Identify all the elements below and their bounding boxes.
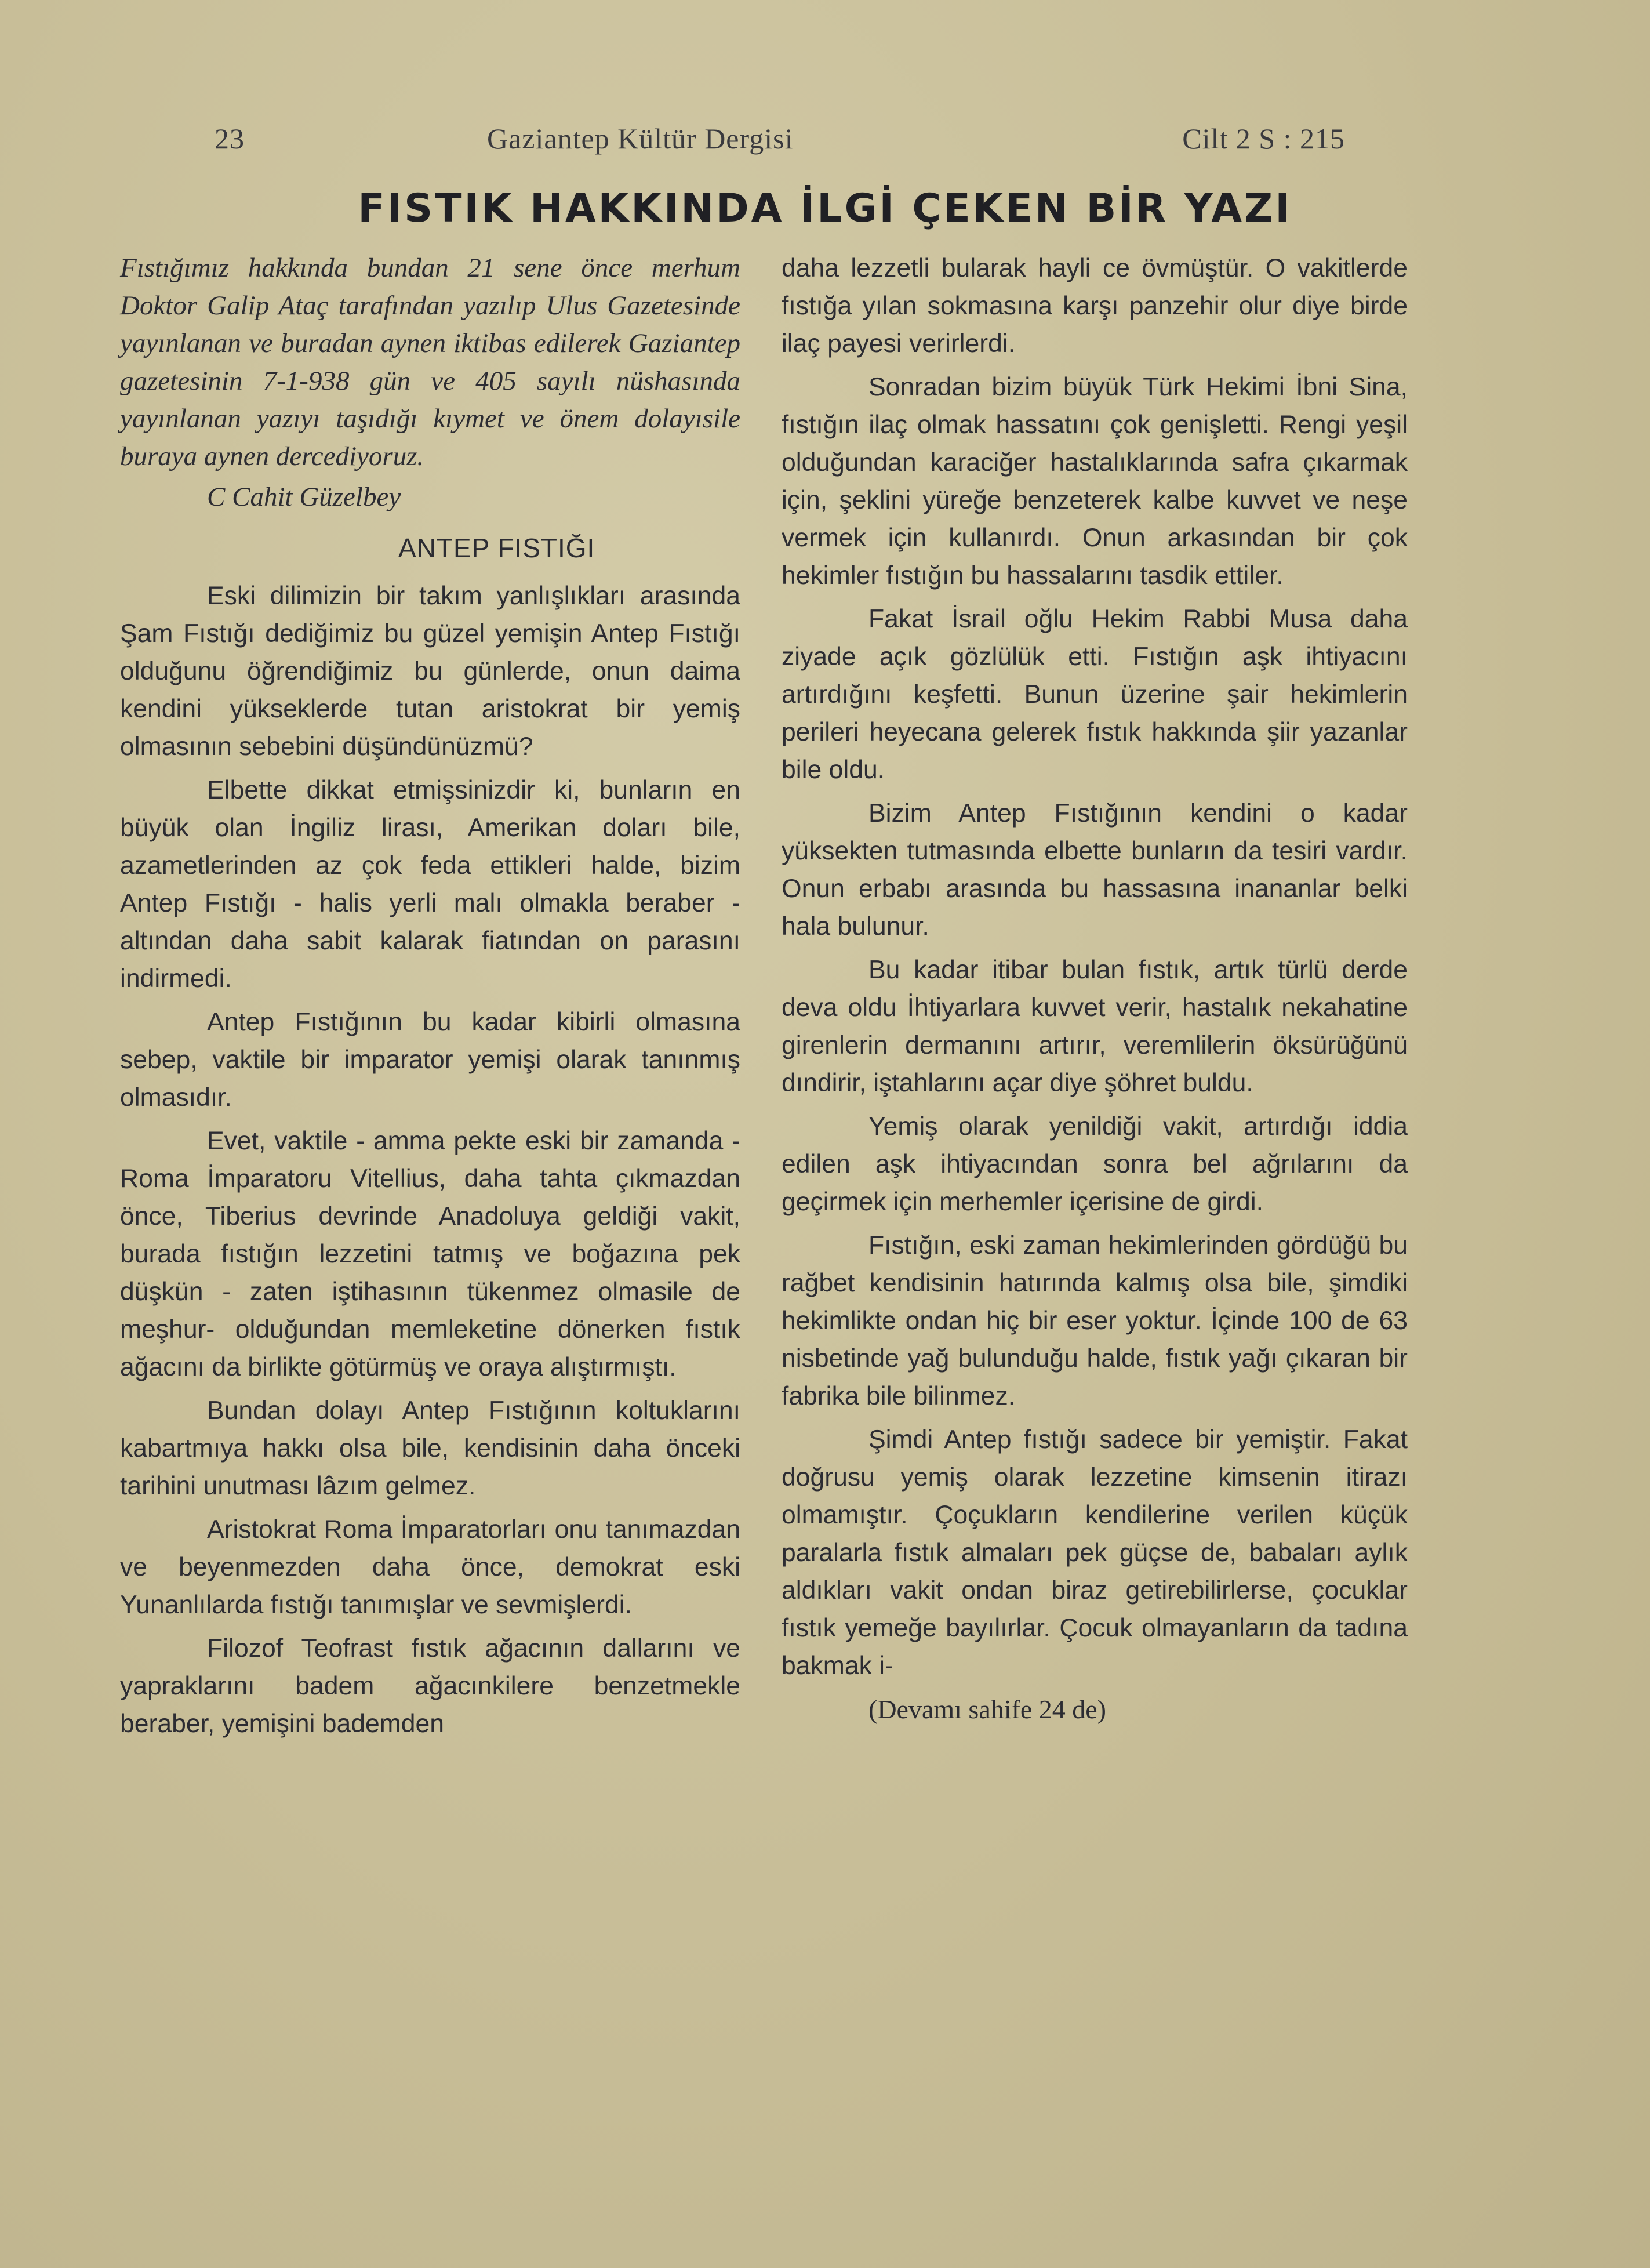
paragraph: Sonradan bizim büyük Türk Hekimi İbni Sina, fıstığın ilaç olmak hassatını çok genişletti. Rengi yeşil olduğundan karaciğer hastalıklarında safra çıkarmak için, şeklini yüreğe benzeterek kalbe kuvvet ve neşe vermek için kullanırdı. Onun arkasından bir çok hekimler fıstığın bu hassalarını tasdik ettiler. [782, 373, 1408, 590]
paragraph: Evet, vaktile - amma pekte eski bir zamanda - Roma İmparatoru Vitellius, daha tahta çıkmazdan önce, Tiberius devrinde Anadoluya geldiği vakit, burada fıstığın lezzetini tatmış ve boğazına pek düşkün - zaten iştihasının tükenmez olmasile de meşhur- olduğundan memleketine dönerken fıstık ağacını da birlikte götürmüş ve oraya alıştırmıştı. [120, 1127, 740, 1381]
paragraph: Aristokrat Roma İmparatorları onu tanımazdan ve beyenmezden daha önce, demokrat eski Yunanlılarda fıstığı tanımışlar ve sevmişlerdi. [120, 1515, 740, 1619]
paragraph: Bu kadar itibar bulan fıstık, artık türlü derde deva oldu İhtiyarlara kuvvet verir, hastalık nekahatine girenlerin dermanını artırır, veremlilerin öksürüğünü dındirir, iştahlarını açar diye şöhret buldu. [782, 956, 1408, 1097]
journal-title: Gaziantep Kültür Dergisi [487, 122, 794, 155]
paragraph: Bizim Antep Fıstığının kendini o kadar yüksekten tutmasında elbette bunların da tesiri vardır. Onun erbabı arasında bu hassasına inananlar belki hala bulunur. [782, 799, 1408, 941]
paragraph: Şimdi Antep fıstığı sadece bir yemiştir. Fakat doğrusu yemiş olarak lezzetine kimsenin itirazı olmamıştır. Çoçukların kendilerine verilen küçük paralarla fıstık almaları pek güçse de, babaları aylık aldıkları vakit ondan biraz getirebilirlerse, çocuklar fıstık yemeğe bayılırlar. Çocuk olmayanların da tadına bakmak i- [782, 1425, 1408, 1680]
paragraph: daha lezzetli bularak hayli ce övmüştür. O vakitlerde fıstığa yılan sokmasına karşı panzehir olur diye birde ilaç payesi verirlerdi. [782, 254, 1408, 358]
paragraph: Elbette dikkat etmişsinizdir ki, bunların en büyük olan İngiliz lirası, Amerikan doları bile, azametlerinden az çok feda ettikleri halde, bizim Antep Fıstığı - halis yerli malı olmakla beraber - altından daha sabit kalarak fiatından on parasını indirmedi. [120, 776, 740, 993]
paragraph: Antep Fıstığının bu kadar kibirli olmasına sebep, vaktile bir imparator yemişi olarak tanınmış olmasıdır. [120, 1008, 740, 1112]
editor-note-text: Fıstığımız hakkında bundan 21 sene önce merhum Doktor Galip Ataç tarafından yazılıp Ulus Gazetesinde yayınlanan ve buradan aynen iktibas edilerek Gaziantep gazetesinin 7-1-938 gün ve 405 sayılı nüshasında yayınlanan yazıyı taşıdığı kıymet ve önem dolayısile buraya aynen dercediyoruz. [120, 253, 740, 471]
editor-note-author: C Cahit Güzelbey [207, 482, 401, 512]
article-title: FISTIK HAKKINDA İLGİ ÇEKEN BİR YAZI [358, 186, 1292, 231]
left-column [120, 249, 740, 1748]
right-column [782, 249, 1408, 1734]
article-subheading: ANTEP FISTIĞI [398, 533, 595, 563]
running-header [215, 122, 1345, 168]
volume-info: Cilt 2 S : 215 [1182, 122, 1345, 155]
paragraph: Filozof Teofrast fıstık ağacının dallarını ve yapraklarını badem ağacınkilere benzetmekle beraber, yemişini bademden [120, 1634, 740, 1738]
continued-note: (Devamı sahife 24 de) [868, 1694, 1107, 1724]
paragraph: Yemiş olarak yenildiği vakit, artırdığı iddia edilen aşk ihtiyacından sonra bel ağrılarını da geçirmek için merhemler içerisine de girdi. [782, 1112, 1408, 1216]
page-number: 23 [215, 122, 245, 155]
paragraph: Fıstığın, eski zaman hekimlerinden gördüğü bu rağbet kendisinin hatırında kalmış olsa bile, şimdiki hekimlikte ondan hiç bir eser yoktur. İçinde 100 de 63 nisbetinde yağ bulunduğu halde, fıstık yağı çıkaran bir fabrika bile bilinmez. [782, 1231, 1408, 1410]
paragraph: Eski dilimizin bir takım yanlışlıkları arasında Şam Fıstığı dediğimiz bu güzel yemişin Antep Fıstığı olduğunu öğrendiğimiz bu günlerde, onun daima kendini yükseklerde tutan aristokrat bir yemiş olmasının sebebini düşündünüzmü? [120, 582, 740, 761]
paragraph: Bundan dolayı Antep Fıstığının koltuklarını kabartmıya hakkı olsa bile, kendisinin daha önceki tarihini unutması lâzım gelmez. [120, 1396, 740, 1500]
paragraph: Fakat İsrail oğlu Hekim Rabbi Musa daha ziyade açık gözlülük etti. Fıstığın aşk ihtiyacını artırdığını keşfetti. Bunun üzerine şair hekimlerin perileri heyecana gelerek fıstık hakkında şiir yazanlar bile oldu. [782, 605, 1408, 784]
editor-note [120, 249, 740, 476]
